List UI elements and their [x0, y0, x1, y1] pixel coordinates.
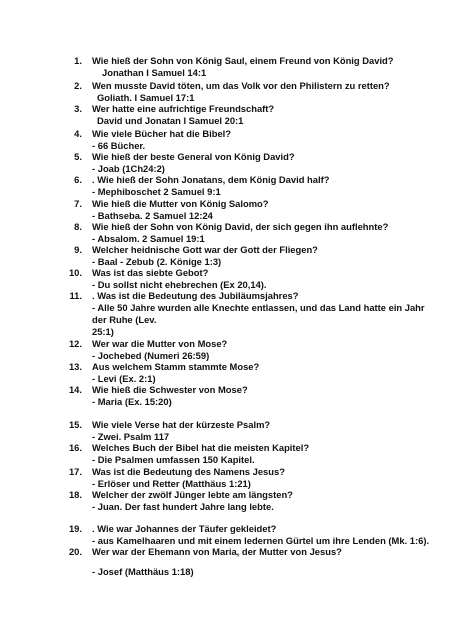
- answer-text: - Bathseba. 2 Samuel 12:24: [92, 210, 213, 221]
- answer-text: - Maria (Ex. 15:20): [92, 396, 172, 407]
- question-number: 3.: [74, 103, 82, 114]
- answer-text: - aus Kamelhaaren und mit einem ledernen Gürtel um ihre Lenden (Mk. 1:6).: [92, 535, 430, 546]
- answer-text: - 66 Bücher.: [92, 140, 146, 151]
- question-text: . Wie war Johannes der Täufer gekleidet?: [92, 523, 277, 534]
- answer-text: - Zwei. Psalm 117: [92, 431, 170, 442]
- answer-text: Jonathan I Samuel 14:1: [102, 67, 207, 78]
- question-text: Was ist das siebte Gebot?: [92, 267, 209, 278]
- question-number: 20.: [68, 546, 82, 557]
- question-text: Aus welchem Stamm stammte Mose?: [92, 361, 260, 372]
- answer-text: - Jochebed (Numeri 26:59): [92, 350, 210, 361]
- question-text: Welcher heidnische Gott war der Gott der Fliegen?: [92, 244, 318, 255]
- answer-text: - Die Psalmen umfassen 150 Kapitel.: [92, 454, 255, 465]
- question-number: 1.: [74, 55, 82, 66]
- question-text: Wie hieß die Schwester von Mose?: [92, 384, 248, 395]
- question-text: Wie viele Verse hat der kürzeste Psalm?: [92, 419, 271, 430]
- answer-text: - Baal - Zebub (2. Könige 1:3): [92, 256, 222, 267]
- question-number: 4.: [74, 128, 82, 139]
- question-text: Wie hieß der beste General von König David?: [92, 151, 295, 162]
- question-text: Wie hieß die Mutter von König Salomo?: [92, 198, 269, 209]
- answer-text: - Absalom. 2 Samuel 19:1: [92, 233, 205, 244]
- question-text: Wie hieß der Sohn von König Saul, einem Freund von König David?: [92, 55, 394, 66]
- answer-text: - Joab (1Ch24:2): [92, 163, 165, 174]
- answer-text: - Levi (Ex. 2:1): [92, 373, 156, 384]
- question-number: 13.: [68, 361, 82, 372]
- answer-text: - Mephiboschet 2 Samuel 9:1: [92, 186, 221, 197]
- question-number: 7.: [74, 198, 82, 209]
- question-text: Wie hieß der Sohn von König David, der sich gegen ihn auflehnte?: [92, 221, 389, 232]
- question-number: 10.: [68, 267, 82, 278]
- question-number: 16.: [68, 442, 82, 453]
- question-number: 12.: [68, 338, 82, 349]
- question-number: 17.: [68, 466, 82, 477]
- question-number: 19.: [68, 523, 82, 534]
- question-number: 18.: [68, 489, 82, 500]
- question-text: Wer war die Mutter von Mose?: [92, 338, 228, 349]
- answer-text: Goliath. I Samuel 17:1: [97, 92, 195, 103]
- answer-text: - Josef (Matthäus 1:18): [92, 566, 194, 577]
- answer-text: 25:1): [92, 326, 114, 337]
- question-text: . Wie hieß der Sohn Jonatans, dem König David half?: [92, 174, 330, 185]
- question-text: . Was ist die Bedeutung des Jubiläumsjahres?: [92, 290, 299, 301]
- question-number: 2.: [74, 80, 82, 91]
- question-number: 9.: [74, 244, 82, 255]
- answer-text: - Juan. Der fast hundert Jahre lang lebte.: [92, 501, 274, 512]
- answer-text: der Ruhe (Lev.: [92, 314, 157, 325]
- answer-text: - Alle 50 Jahre wurden alle Knechte entlassen, und das Land hatte ein Jahr: [92, 302, 425, 313]
- question-number: 6.: [74, 174, 82, 185]
- question-text: Wer hatte eine aufrichtige Freundschaft?: [92, 103, 275, 114]
- question-number: 15.: [68, 419, 82, 430]
- answer-text: - Erlöser und Retter (Matthäus 1:21): [92, 478, 251, 489]
- question-text: Welches Buch der Bibel hat die meisten Kapitel?: [92, 442, 310, 453]
- question-number: 8.: [74, 221, 82, 232]
- question-text: Welcher der zwölf Jünger lebte am längsten?: [92, 489, 293, 500]
- question-text: Wie viele Bücher hat die Bibel?: [92, 128, 232, 139]
- question-number: 14.: [68, 384, 82, 395]
- answer-text: David und Jonatan I Samuel 20:1: [97, 115, 244, 126]
- question-text: Wer war der Ehemann von Maria, der Mutter von Jesus?: [92, 546, 342, 557]
- answer-text: - Du sollst nicht ehebrechen (Ex 20,14).: [92, 279, 267, 290]
- question-number: 5.: [74, 151, 82, 162]
- question-text: Wen musste David töten, um das Volk vor den Philistern zu retten?: [92, 80, 390, 91]
- question-number: 11.: [69, 290, 82, 301]
- question-text: Was ist die Bedeutung des Namens Jesus?: [92, 466, 285, 477]
